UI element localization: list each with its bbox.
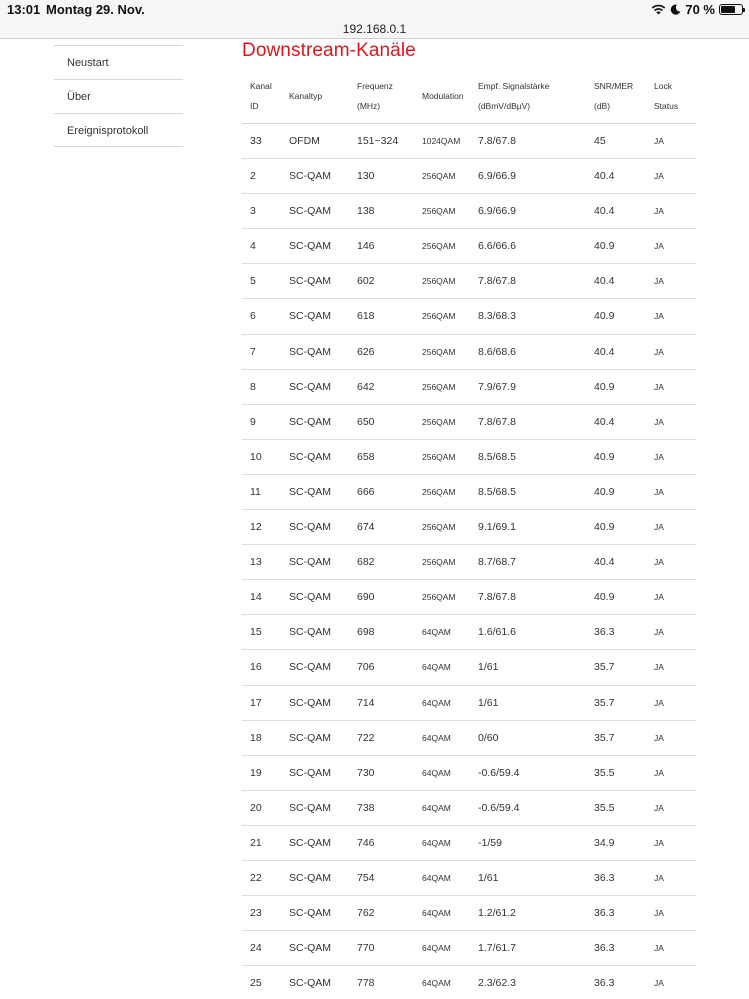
table-row	[242, 335, 696, 370]
cell-snr: 40.9	[594, 591, 615, 604]
cell-signalstaerke: 8.5/68.5	[478, 485, 516, 498]
cell-lock-status: JA	[654, 802, 664, 813]
table-row	[242, 545, 696, 580]
table-row	[242, 405, 696, 440]
cell-lock-status: JA	[654, 381, 664, 392]
sidebar-item-ueber[interactable]: Über	[54, 79, 183, 113]
cell-modulation: 256QAM	[422, 241, 456, 252]
cell-lock-status: JA	[654, 136, 664, 146]
cell-snr: 36.3	[594, 871, 615, 884]
cell-frequenz: 762	[357, 907, 375, 920]
cell-signalstaerke: 7.8/67.8	[478, 591, 516, 604]
cell-lock-status: JA	[654, 697, 664, 708]
cell-snr: 35.7	[594, 731, 615, 744]
cell-frequenz: 738	[357, 801, 375, 814]
cell-kanal-id: 9	[250, 415, 256, 428]
cell-frequenz: 746	[357, 836, 375, 849]
cell-lock-status: JA	[654, 732, 664, 743]
cell-snr: 40.9	[594, 310, 615, 323]
cell-lock-status: JA	[654, 171, 664, 182]
cell-modulation: 256QAM	[422, 346, 456, 357]
battery-icon	[719, 4, 743, 15]
cell-kanal-id: 3	[250, 205, 256, 218]
cell-kanaltyp: SC-QAM	[289, 450, 331, 463]
page-title: Downstream-Kanäle	[242, 40, 416, 61]
cell-modulation: 64QAM	[422, 767, 451, 778]
cell-modulation: 256QAM	[422, 486, 456, 497]
cell-frequenz: 770	[357, 942, 375, 955]
table-row	[242, 370, 696, 405]
cell-kanaltyp: OFDM	[289, 135, 320, 147]
cell-frequenz: 602	[357, 275, 375, 288]
cell-frequenz: 146	[357, 240, 375, 253]
cell-modulation: 64QAM	[422, 872, 451, 883]
cell-lock-status: JA	[654, 522, 664, 533]
cell-lock-status: JA	[654, 276, 664, 287]
cell-kanaltyp: SC-QAM	[289, 977, 331, 990]
cell-signalstaerke: 1.6/61.6	[478, 626, 516, 639]
cell-signalstaerke: 8.3/68.3	[478, 310, 516, 323]
cell-signalstaerke: 1/61	[478, 661, 499, 674]
cell-snr: 40.9	[594, 485, 615, 498]
cell-frequenz: 706	[357, 661, 375, 674]
cell-kanal-id: 2	[250, 170, 256, 183]
cell-snr: 35.5	[594, 766, 615, 779]
header-signalstaerke: Empf. Signalstärke (dBmV/dBµV)	[478, 81, 550, 111]
cell-kanal-id: 20	[250, 801, 262, 814]
cell-signalstaerke: 8.5/68.5	[478, 450, 516, 463]
cell-lock-status: JA	[654, 486, 664, 497]
header-kanaltyp: Kanaltyp	[289, 91, 323, 101]
cell-modulation: 256QAM	[422, 311, 456, 322]
cell-snr: 40.9	[594, 240, 615, 253]
cell-kanal-id: 8	[250, 380, 256, 393]
cell-frequenz: 714	[357, 696, 375, 709]
cell-signalstaerke: 8.6/68.6	[478, 345, 516, 358]
cell-signalstaerke: 8.7/68.7	[478, 556, 516, 569]
table-row	[242, 264, 696, 299]
cell-kanal-id: 11	[250, 485, 261, 498]
cell-snr: 40.4	[594, 205, 615, 218]
cell-frequenz: 138	[357, 205, 375, 218]
cell-lock-status: JA	[654, 767, 664, 778]
table-row	[242, 966, 696, 999]
cell-kanal-id: 15	[250, 626, 262, 639]
table-row	[242, 159, 696, 194]
wifi-icon	[651, 4, 666, 15]
cell-frequenz: 690	[357, 591, 375, 604]
cell-kanal-id: 18	[250, 731, 262, 744]
cell-signalstaerke: 0/60	[478, 731, 499, 744]
cell-lock-status: JA	[654, 451, 664, 462]
cell-kanal-id: 4	[250, 240, 256, 253]
cell-snr: 34.9	[594, 836, 615, 849]
cell-frequenz: 151~324	[357, 135, 399, 147]
table-row	[242, 615, 696, 650]
table-row	[242, 580, 696, 615]
table-row	[242, 650, 696, 685]
cell-kanal-id: 7	[250, 345, 256, 358]
sidebar-item-ereignisprotokoll[interactable]: Ereignisprotokoll	[54, 113, 183, 147]
cell-kanaltyp: SC-QAM	[289, 485, 331, 498]
cell-modulation: 64QAM	[422, 662, 451, 673]
cell-lock-status: JA	[654, 662, 664, 673]
cell-modulation: 256QAM	[422, 171, 456, 182]
cell-kanal-id: 17	[250, 696, 262, 709]
cell-signalstaerke: -0.6/59.4	[478, 766, 520, 779]
cell-frequenz: 650	[357, 415, 375, 428]
cell-snr: 35.7	[594, 661, 615, 674]
cell-frequenz: 618	[357, 310, 375, 323]
header-kanal-id: Kanal ID	[250, 81, 272, 111]
cell-snr: 35.7	[594, 696, 615, 709]
cell-modulation: 64QAM	[422, 732, 451, 743]
cell-kanal-id: 10	[250, 450, 262, 463]
cell-kanaltyp: SC-QAM	[289, 345, 331, 358]
cell-signalstaerke: 1.2/61.2	[478, 907, 516, 920]
cell-kanaltyp: SC-QAM	[289, 170, 331, 183]
cell-lock-status: JA	[654, 346, 664, 357]
cell-kanaltyp: SC-QAM	[289, 205, 331, 218]
cell-signalstaerke: 7.8/67.8	[478, 275, 516, 288]
cell-frequenz: 778	[357, 977, 375, 990]
cell-modulation: 64QAM	[422, 943, 451, 954]
cell-snr: 36.3	[594, 977, 615, 990]
cell-signalstaerke: 2.3/62.3	[478, 977, 516, 990]
downstream-table	[242, 72, 696, 999]
table-body	[242, 124, 696, 999]
cell-lock-status: JA	[654, 557, 664, 568]
cell-kanaltyp: SC-QAM	[289, 731, 331, 744]
table-row	[242, 194, 696, 229]
address-bar[interactable]	[0, 20, 749, 39]
sidebar	[54, 45, 183, 147]
cell-kanaltyp: SC-QAM	[289, 766, 331, 779]
cell-frequenz: 754	[357, 871, 375, 884]
cell-kanaltyp: SC-QAM	[289, 871, 331, 884]
cell-modulation: 256QAM	[422, 276, 456, 287]
table-header	[242, 72, 696, 124]
table-row	[242, 440, 696, 475]
cell-lock-status: JA	[654, 206, 664, 217]
cell-signalstaerke: 7.8/67.8	[478, 135, 516, 147]
cell-frequenz: 730	[357, 766, 375, 779]
table-row	[242, 124, 696, 159]
cell-snr: 40.9	[594, 450, 615, 463]
cell-lock-status: JA	[654, 908, 664, 919]
table-row	[242, 861, 696, 896]
cell-signalstaerke: 1/61	[478, 871, 499, 884]
cell-kanaltyp: SC-QAM	[289, 415, 331, 428]
cell-kanaltyp: SC-QAM	[289, 942, 331, 955]
header-lock-status: Lock Status	[654, 81, 679, 111]
cell-frequenz: 698	[357, 626, 375, 639]
cell-modulation: 256QAM	[422, 206, 456, 217]
cell-kanaltyp: SC-QAM	[289, 801, 331, 814]
cell-lock-status: JA	[654, 592, 664, 603]
cell-signalstaerke: 1/61	[478, 696, 499, 709]
cell-kanaltyp: SC-QAM	[289, 275, 331, 288]
cell-snr: 45	[594, 135, 606, 147]
cell-kanaltyp: SC-QAM	[289, 521, 331, 534]
cell-lock-status: JA	[654, 872, 664, 883]
cell-kanal-id: 24	[250, 942, 262, 955]
cell-kanal-id: 22	[250, 871, 262, 884]
cell-kanaltyp: SC-QAM	[289, 696, 331, 709]
cell-signalstaerke: 7.9/67.9	[478, 380, 516, 393]
cell-kanal-id: 23	[250, 907, 262, 920]
cell-kanal-id: 5	[250, 275, 256, 288]
cell-snr: 36.3	[594, 907, 615, 920]
cell-signalstaerke: 7.8/67.8	[478, 415, 516, 428]
cell-frequenz: 682	[357, 556, 375, 569]
cell-modulation: 64QAM	[422, 837, 451, 848]
cell-frequenz: 666	[357, 485, 375, 498]
cell-frequenz: 722	[357, 731, 375, 744]
cell-snr: 40.4	[594, 275, 615, 288]
moon-icon	[670, 4, 681, 15]
cell-signalstaerke: -1/59	[478, 836, 502, 849]
cell-kanal-id: 12	[250, 521, 262, 534]
table-row	[242, 826, 696, 861]
header-modulation: Modulation	[422, 91, 464, 101]
cell-lock-status: JA	[654, 978, 664, 989]
cell-frequenz: 674	[357, 521, 375, 534]
cell-modulation: 64QAM	[422, 802, 451, 813]
cell-modulation: 64QAM	[422, 697, 451, 708]
battery-level	[721, 6, 735, 13]
cell-kanaltyp: SC-QAM	[289, 240, 331, 253]
cell-kanaltyp: SC-QAM	[289, 836, 331, 849]
cell-snr: 35.5	[594, 801, 615, 814]
cell-lock-status: JA	[654, 943, 664, 954]
cell-kanaltyp: SC-QAM	[289, 556, 331, 569]
cell-lock-status: JA	[654, 627, 664, 638]
cell-snr: 40.4	[594, 170, 615, 183]
cell-kanal-id: 13	[250, 556, 262, 569]
status-date: Montag 29. Nov.	[46, 2, 145, 17]
cell-signalstaerke: 6.9/66.9	[478, 205, 516, 218]
cell-kanaltyp: SC-QAM	[289, 310, 331, 323]
table-row	[242, 299, 696, 334]
table-row	[242, 510, 696, 545]
table-row	[242, 721, 696, 756]
cell-kanal-id: 25	[250, 977, 262, 990]
table-row	[242, 896, 696, 931]
table-row	[242, 475, 696, 510]
cell-signalstaerke: -0.6/59.4	[478, 801, 520, 814]
cell-snr: 40.4	[594, 415, 615, 428]
table-row	[242, 686, 696, 721]
status-indicators	[651, 2, 743, 17]
cell-kanal-id: 16	[250, 661, 262, 674]
cell-modulation: 256QAM	[422, 451, 456, 462]
cell-signalstaerke: 1.7/61.7	[478, 942, 516, 955]
cell-modulation: 256QAM	[422, 416, 456, 427]
cell-kanaltyp: SC-QAM	[289, 626, 331, 639]
cell-signalstaerke: 6.6/66.6	[478, 240, 516, 253]
cell-snr: 40.4	[594, 556, 615, 569]
cell-modulation: 256QAM	[422, 557, 456, 568]
cell-lock-status: JA	[654, 311, 664, 322]
cell-lock-status: JA	[654, 241, 664, 252]
status-time: 13:01	[7, 2, 41, 17]
cell-modulation: 256QAM	[422, 522, 456, 533]
header-snr: SNR/MER (dB)	[594, 81, 634, 111]
cell-modulation: 64QAM	[422, 627, 451, 638]
cell-modulation: 1024QAM	[422, 136, 461, 146]
cell-snr: 36.3	[594, 942, 615, 955]
cell-snr: 40.4	[594, 345, 615, 358]
cell-frequenz: 658	[357, 450, 375, 463]
cell-kanal-id: 6	[250, 310, 256, 323]
cell-modulation: 64QAM	[422, 978, 451, 989]
cell-modulation: 64QAM	[422, 908, 451, 919]
cell-snr: 40.9	[594, 521, 615, 534]
cell-modulation: 256QAM	[422, 592, 456, 603]
sidebar-item-neustart[interactable]: Neustart	[54, 45, 183, 79]
cell-kanaltyp: SC-QAM	[289, 591, 331, 604]
cell-lock-status: JA	[654, 837, 664, 848]
cell-kanaltyp: SC-QAM	[289, 907, 331, 920]
cell-frequenz: 642	[357, 380, 375, 393]
cell-kanal-id: 33	[250, 135, 262, 147]
cell-signalstaerke: 6.9/66.9	[478, 170, 516, 183]
table-row	[242, 931, 696, 966]
cell-frequenz: 130	[357, 170, 375, 183]
status-bar	[0, 0, 749, 20]
table-row	[242, 229, 696, 264]
cell-kanal-id: 14	[250, 591, 262, 604]
cell-kanal-id: 19	[250, 766, 262, 779]
cell-frequenz: 626	[357, 345, 375, 358]
table-row	[242, 756, 696, 791]
table-row	[242, 791, 696, 826]
cell-kanaltyp: SC-QAM	[289, 661, 331, 674]
cell-modulation: 256QAM	[422, 381, 456, 392]
cell-snr: 36.3	[594, 626, 615, 639]
url-text[interactable]: 192.168.0.1	[342, 22, 407, 36]
cell-lock-status: JA	[654, 416, 664, 427]
cell-signalstaerke: 9.1/69.1	[478, 521, 516, 534]
cell-kanaltyp: SC-QAM	[289, 380, 331, 393]
header-frequenz: Frequenz (MHz)	[357, 81, 393, 111]
cell-snr: 40.9	[594, 380, 615, 393]
battery-percent: 70 %	[685, 2, 715, 17]
cell-kanal-id: 21	[250, 836, 262, 849]
